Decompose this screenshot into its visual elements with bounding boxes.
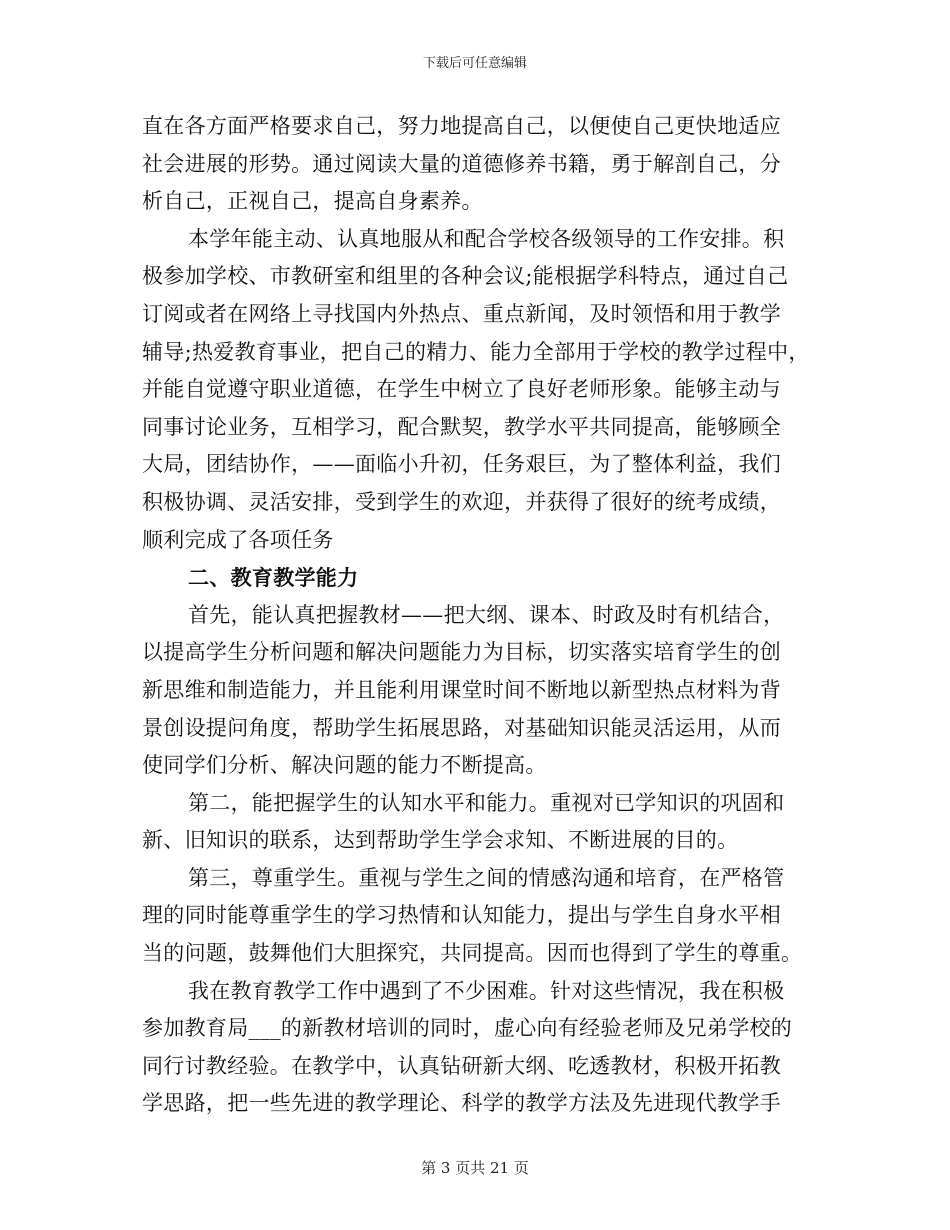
text-line: 当的问题，鼓舞他们大胆探究，共同提高。因而也得到了学生的尊重。 [142, 941, 803, 966]
text-line: 析自己，正视自己，提高自身素养。 [142, 189, 483, 214]
text-line: 同事讨论业务，互相学习，配合默契，教学水平共同提高，能够顾全 [142, 414, 781, 439]
text-line: 直在各方面严格要求自己，努力地提高自己，以便使自己更快地适应 [142, 114, 781, 138]
text-line: 新、旧知识的联系，达到帮助学生学会求知、不断进展的目的。 [142, 828, 739, 853]
text-line: 学思路，把一些先进的教学理论、科学的教学方法及先进现代教学手 [142, 1091, 781, 1116]
text-line: 积极协调、灵活安排，受到学生的欢迎，并获得了很好的统考成绩， [142, 489, 781, 514]
text-line: 参加教育局___的新教材培训的同时，虚心向有经验老师及兄弟学校的 [142, 1016, 793, 1041]
text-line: 理的同时能尊重学生的学习热情和认知能力，提出与学生自身水平相 [142, 903, 781, 928]
text-line: 同行讨教经验。在教学中，认真钻研新大纲、吃透教材，积极开拓教 [142, 1053, 781, 1078]
text-line: 新思维和制造能力，并且能利用课堂时间不断地以新型热点材料为背 [142, 677, 781, 702]
page-footer: 第 3 页共 21 页 [421, 1159, 529, 1177]
text-line: 以提高学生分析问题和解决问题能力为目标，切实落实培育学生的创 [142, 640, 781, 665]
paragraph-start-line: 第三，尊重学生。重视与学生之间的情感沟通和培育，在严格管 [188, 865, 785, 890]
paragraph-start-line: 首先，能认真把握教材——把大纲、课本、时政及时有机结合， [188, 602, 785, 627]
text-line: 景创设提问角度，帮助学生拓展思路，对基础知识能灵活运用，从而 [142, 715, 781, 740]
text-line: 极参加学校、市教研室和组里的各种会议;能根据学科特点，通过自己 [142, 264, 789, 289]
page-header: 下载后可任意编辑 [422, 56, 527, 71]
text-line: 并能自觉遵守职业道德，在学生中树立了良好老师形象。能够主动与 [142, 377, 781, 402]
text-line: 辅导;热爱教育事业，把自己的精力、能力全部用于学校的教学过程中， [142, 339, 810, 364]
paragraph-start-line: 本学年能主动、认真地服从和配合学校各级领导的工作安排。积 [188, 226, 785, 251]
section-heading: 二、教育教学能力 [188, 565, 359, 591]
paragraph-start-line: 第二，能把握学生的认知水平和能力。重视对已学知识的巩固和 [188, 790, 785, 815]
document-body [142, 108, 812, 1123]
text-line: 使同学们分析、解决问题的能力不断提高。 [142, 753, 547, 778]
text-line: 顺利完成了各项任务 [142, 527, 334, 552]
paragraph-start-line: 我在教育教学工作中遇到了不少困难。针对这些情况，我在积极 [188, 978, 785, 1003]
text-line: 订阅或者在网络上寻找国内外热点、重点新闻，及时领悟和用于教学 [142, 301, 781, 326]
text-line: 社会进展的形势。通过阅读大量的道德修养书籍，勇于解剖自己，分 [142, 151, 781, 176]
text-line: 大局，团结协作，——面临小升初，任务艰巨，为了整体利益，我们 [142, 452, 781, 477]
